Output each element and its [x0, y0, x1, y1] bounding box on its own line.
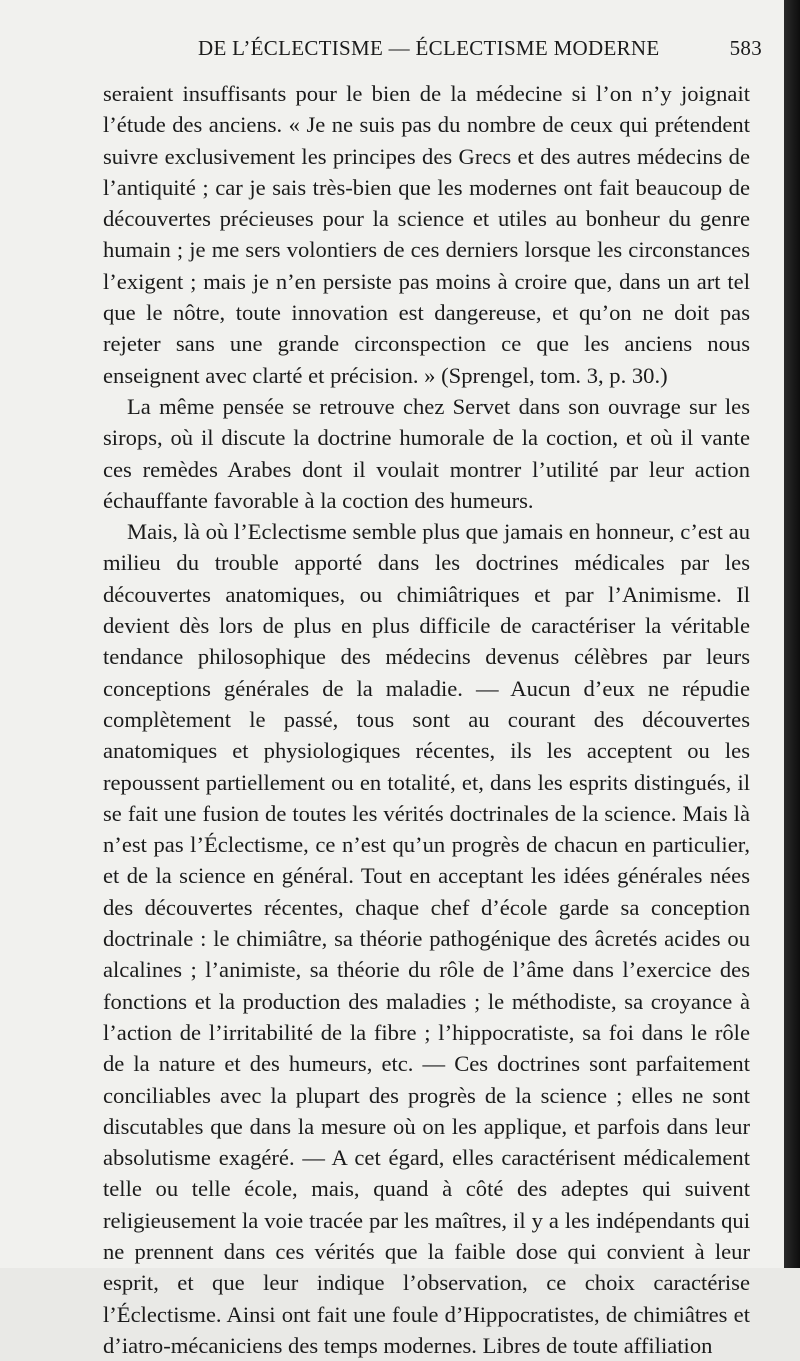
paragraph-3: Mais, là où l’Eclectisme semble plus que jamais en honneur, c’est au milieu du trouble apporté dans les doctrines médicales par les découvertes anatomiques, ou chimiâtriques et par l’Animisme. Il devient dès lors de plus en plus difficile de caractériser la véritable tendance philosophique des médecins devenus célèbres par leurs conceptions générales de la maladie. — Aucun d’eux ne répudie complètement le passé, tous sont au courant des découvertes anatomiques et physiologiques récentes, ils les acceptent ou les repoussent partiellement ou en totalité, et, dans les esprits distingués, il se fait une fusion de toutes les vérités doctrinales de la science. Mais là n’est pas l’Éclectisme, ce n’est qu’un progrès de chacun en particulier, et de la science en général. Tout en acceptant les idées générales nées des découvertes récentes, chaque chef d’école garde sa conception doctrinale : le chimiâtre, sa théorie pathogénique des âcretés acides ou alcalines ; l’animiste, sa théorie du rôle de l’âme dans l’exercice des fonctions et la production des maladies ; le méthodiste, sa croyance à l’action de l’irritabilité de la fibre ; l’hippocratiste, sa foi dans le rôle de la nature et des humeurs, etc. — Ces doctrines sont parfaitement conciliables avec la plupart des progrès de la science ; elles ne sont discutables que dans la mesure où on les applique, et parfois dans leur absolutisme exagéré. — A cet égard, elles caractérisent médicalement telle ou telle école, mais, quand à côté des adeptes qui suivent religieusement la voie tracée par les maîtres, il y a les indépendants qui ne prennent dans ces vérités que la faible dose qui convient à leur esprit, et que leur indique l’observation, ce choix caractérise l’Éclectisme. Ainsi ont fait une foule d’Hippocratistes, de chimiâtres et d’iatro-mécaniciens des temps modernes. Libres de toute affiliation: [103, 519, 750, 1358]
body-text: [103, 78, 750, 1361]
running-title: DE L’ÉCLECTISME — ÉCLECTISME MODERNE: [198, 36, 660, 60]
paragraph-2: La même pensée se retrouve chez Servet dans son ouvrage sur les sirops, où il discute la doctrine humorale de la coction, et où il vante ces remèdes Arabes dont il voulait montrer l’utilité par leur action échauffante favorable à la coction des humeurs.: [103, 393, 750, 513]
page-number: 583: [729, 36, 762, 60]
paragraph-1: seraient insuffisants pour le bien de la médecine si l’on n’y joignait l’étude des anciens. « Je ne suis pas du nombre de ceux qui prétendent suivre exclusivement les principes des Grecs et des autres médecins de l’antiquité ; car je sais très-bien que les modernes ont fait beaucoup de découvertes précieuses pour la science et utiles au bonheur du genre humain ; je me sers volontiers de ces derniers lorsque les circonstances l’exigent ; mais je n’en persiste pas moins à croire que, dans un art tel que le nôtre, toute innovation est dangereuse, et qu’on ne doit pas rejeter sans une grande circonspection ce que les anciens nous enseignent avec clarté et précision. » (Sprengel, tom. 3, p. 30.): [103, 81, 750, 388]
book-edge-shadow: [784, 0, 800, 1268]
page-header: [100, 36, 762, 70]
